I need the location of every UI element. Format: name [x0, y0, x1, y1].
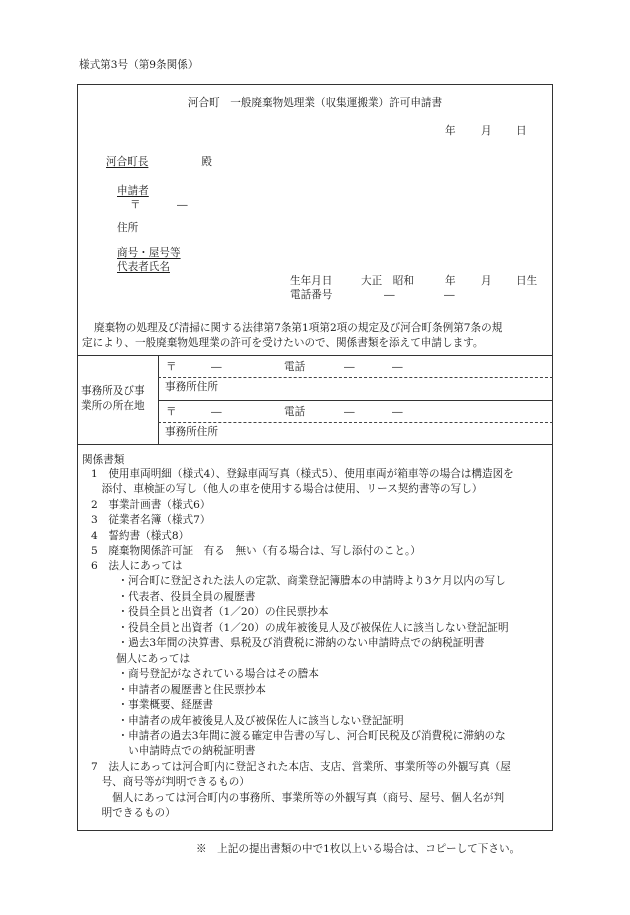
applicant-representative-label: 代表者氏名 — [117, 261, 170, 273]
document-line: 2 事業計画書（様式6） — [91, 499, 211, 511]
document-line: い申請時点での納税証明書 — [107, 745, 256, 757]
office-2-postal-dash: ― — [211, 406, 222, 418]
document-line: ・役員全員と出資者（1／20）の成年被後見人及び被保佐人に該当しない登記証明 — [107, 622, 509, 634]
date-month: 月 — [481, 125, 492, 137]
addressee-name: 河合町長 — [106, 156, 149, 168]
applicant-address-label: 住所 — [117, 222, 139, 234]
document-line: 3 従業者名簿（様式7） — [91, 514, 211, 526]
divider-office — [77, 444, 553, 445]
phone-dash-1: ― — [384, 289, 395, 301]
document-line: ・代表者、役員全員の履歴書 — [107, 591, 256, 603]
document-line: 号、商号等が判明できるもの） — [91, 776, 250, 788]
form-title: 河合町 一般廃棄物処理業（収集運搬業）許可申請書 — [187, 97, 443, 109]
applicant-trade-name-label: 商号・屋号等 — [117, 247, 181, 259]
office-row-divider — [158, 400, 553, 401]
office-1-postal: 〒 — [166, 361, 177, 373]
form-style-number: 様式第3号（第9条関係） — [79, 59, 199, 71]
document-line: ・役員全員と出資者（1／20）の住民票抄本 — [107, 606, 329, 618]
applicant-postal-dash: ― — [177, 199, 188, 211]
statement-line-2: 定により、一般廃棄物処理業の許可を受けたいので、関係書類を添えて申請します。 — [82, 337, 484, 349]
document-line: 7 法人にあっては河合町内に登記された本店、支店、営業所、事業所等の外観写真（屋 — [91, 761, 511, 773]
document-line: ・申請者の過去3年間に渡る確定申告書の写し、河合町民税及び消費税に滞納のな — [107, 730, 506, 742]
office-2-phone-label: 電話 — [284, 406, 306, 418]
office-1-address-label: 事務所住所 — [165, 381, 218, 393]
phone-dash-2: ― — [444, 289, 455, 301]
document-line: 4 誓約書（様式8） — [91, 530, 190, 542]
office-2-phone-dash-1: ― — [344, 406, 355, 418]
birth-month: 月 — [481, 275, 492, 287]
birth-day: 日生 — [516, 275, 538, 287]
office-2-phone-dash-2: ― — [392, 406, 403, 418]
document-line: ・申請者の履歴書と住民票抄本 — [107, 684, 266, 696]
birth-year: 年 — [445, 275, 456, 287]
addressee — [106, 155, 212, 169]
phone-label: 電話番号 — [290, 289, 333, 301]
document-line: 1 使用車両明細（様式4）、登録車両写真（様式5）、使用車両が箱車等の場合は構造図を — [91, 468, 514, 480]
document-line: 添付、車検証の写し（他人の車を使用する場合は使用、リース契約書等の写し） — [91, 483, 483, 495]
date-year: 年 — [445, 125, 456, 137]
document-line: ・申請者の成年被後見人及び被保佐人に該当しない登記証明 — [107, 715, 404, 727]
document-line: ・過去3年間の決算書、県税及び消費税に滞納のない申請時点での納税証明書 — [107, 637, 485, 649]
document-line: ・事業概要、経歴書 — [107, 699, 213, 711]
documents-heading: 関係書類 — [82, 454, 125, 466]
applicant-heading: 申請者 — [117, 185, 149, 197]
office-1-phone-dash-2: ― — [392, 361, 403, 373]
document-line: 5 廃棄物関係許可証 有る 無い（有る場合は、写し添付のこと。） — [91, 545, 421, 557]
document-line: 個人にあっては河合町内の事務所、事業所等の外観写真（商号、屋号、個人名が判 — [91, 792, 505, 804]
office-2-address-label: 事務所住所 — [165, 426, 218, 438]
office-label-line-2: 業所の所在地 — [81, 400, 145, 412]
addressee-honorific: 殿 — [201, 156, 212, 168]
applicant-postal-mark: 〒 — [130, 199, 141, 211]
statement-line-1: 廃棄物の処理及び清掃に関する法律第7条第1項第2項の規定及び河合町条例第7条の規 — [94, 322, 503, 334]
document-line: 個人にあっては — [116, 653, 191, 665]
birth-date-label: 生年月日 — [290, 275, 333, 287]
footnote: ※ 上記の提出書類の中で1枚以上いる場合は、コピーして下さい。 — [196, 843, 521, 855]
office-1-phone-label: 電話 — [284, 361, 306, 373]
office-1-postal-dash: ― — [211, 361, 222, 373]
office-dashed-1 — [158, 377, 553, 378]
date-day: 日 — [516, 125, 527, 137]
document-line: ・河合町に登記された法人の定款、商業登記簿謄本の申請時より3ケ月以内の写し — [107, 575, 506, 587]
document-line: 6 法人にあっては — [91, 560, 183, 572]
divider-statement — [77, 355, 553, 356]
office-2-postal: 〒 — [166, 406, 177, 418]
birth-eras: 大正 昭和 — [361, 275, 414, 287]
document-line: 明できるもの） — [91, 807, 176, 819]
office-1-phone-dash-1: ― — [344, 361, 355, 373]
office-dashed-2 — [158, 422, 553, 423]
document-line: ・商号登記がなされている場合はその謄本 — [107, 668, 319, 680]
office-label-line-1: 事務所及び事 — [81, 385, 145, 397]
